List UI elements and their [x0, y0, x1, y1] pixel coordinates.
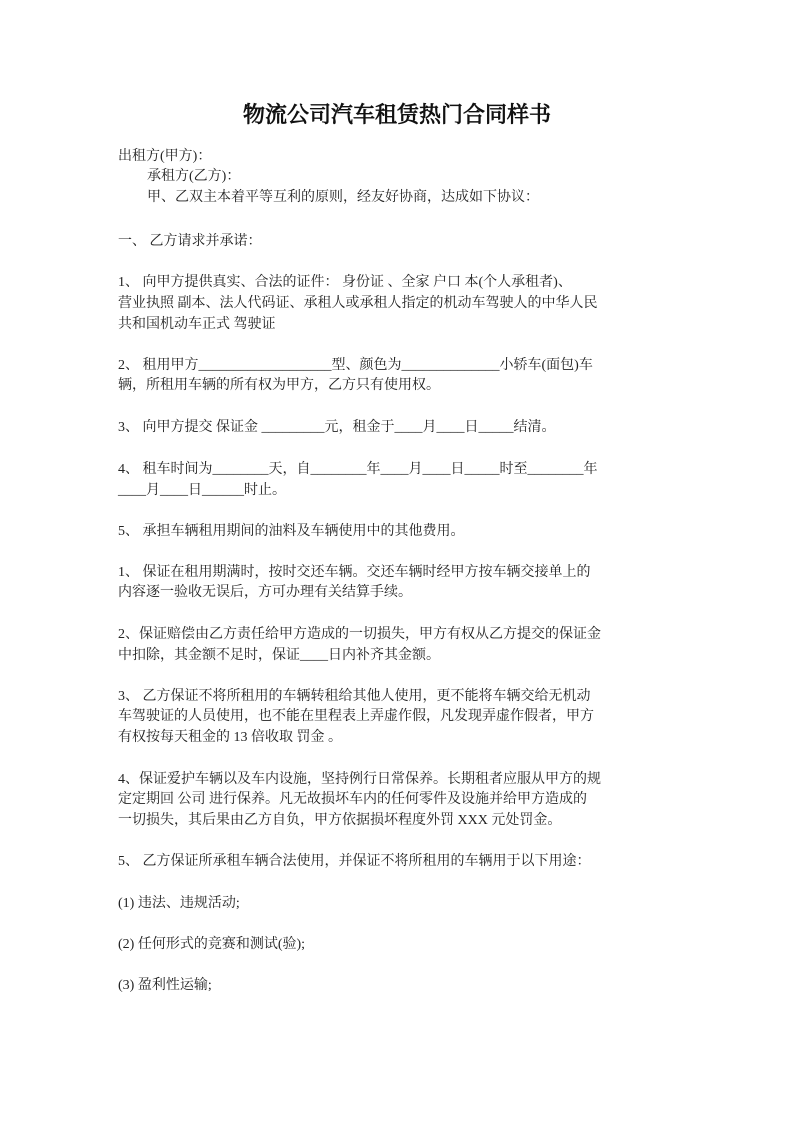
clause-line: 1、 保证在租用期满时，按时交还车辆。交还车辆时经甲方按车辆交接单上的	[118, 565, 591, 580]
clause-line: 车驾驶证的人员使用，也不能在里程表上弄虚作假，凡发现弄虚作假者，甲方	[118, 709, 594, 724]
document-title: 物流公司汽车租赁热门合同样书	[242, 102, 551, 127]
clause-line: 一切损失，其后果由乙方自负，甲方依据损坏程度外罚 XXX 元处罚金。	[118, 813, 562, 828]
clause-line: 2、保证赔偿由乙方责任给甲方造成的一切损失，甲方有权从乙方提交的保证金	[118, 627, 601, 642]
clause-line: 4、保证爱护车辆以及车内设施，坚持例行日常保养。长期租者应服从甲方的规	[118, 772, 601, 787]
clause-line: 5、 承担车辆租用期间的油料及车辆使用中的其他费用。	[118, 524, 465, 539]
clause-line: 中扣除，其金额不足时，保证____日内补齐其金额。	[118, 648, 440, 663]
clause-line: ____月____日______时止。	[118, 483, 286, 498]
clause-line: 有权按每天租金的 13 倍收取 罚金 。	[118, 730, 342, 745]
lessee-label: 承租方(乙方)：	[147, 169, 241, 184]
clause-line: 定定期回 公司 进行保养。凡无故损坏车内的任何零件及设施并给甲方造成的	[118, 792, 587, 807]
list-item: (3) 盈利性运输;	[118, 978, 212, 993]
clause-line: 5、 乙方保证所承租车辆合法使用，并保证不将所租用的车辆用于以下用途：	[118, 854, 591, 869]
lessor-label: 出租方(甲方)：	[118, 149, 212, 164]
preamble: 甲、乙双主本着平等互利的原则，经友好协商，达成如下协议：	[147, 190, 539, 205]
list-item: (2) 任何形式的竞赛和测试(验);	[118, 937, 306, 952]
clause-line: 3、 向甲方提交 保证金 _________元，租金于____月____日_____结清。	[118, 420, 556, 435]
clause-line: 3、 乙方保证不将所租用的车辆转租给其他人使用，更不能将车辆交给无机动	[118, 689, 591, 704]
clause-line: 共和国机动车正式 驾驶证	[118, 317, 276, 332]
clause-line: 内容逐一验收无误后，方可办理有关结算手续。	[118, 585, 412, 600]
clause-line: 辆，所租用车辆的所有权为甲方，乙方只有使用权。	[118, 378, 440, 393]
section-heading: 一、 乙方请求并承诺：	[118, 234, 262, 249]
clause-line: 2、 租用甲方___________________型、颜色为______________小轿车(面包)车	[118, 358, 593, 373]
list-item: (1) 违法、违规活动;	[118, 896, 240, 911]
clause-line: 营业执照 副本、法人代码证、承租人或承租人指定的机动车驾驶人的中华人民	[118, 296, 598, 311]
clause-line: 1、 向甲方提供真实、合法的证件： 身份证 、全家 户口 本(个人承租者)、	[118, 275, 572, 290]
clause-line: 4、 租车时间为________天，自________年____月____日_____时至________年	[118, 462, 598, 477]
